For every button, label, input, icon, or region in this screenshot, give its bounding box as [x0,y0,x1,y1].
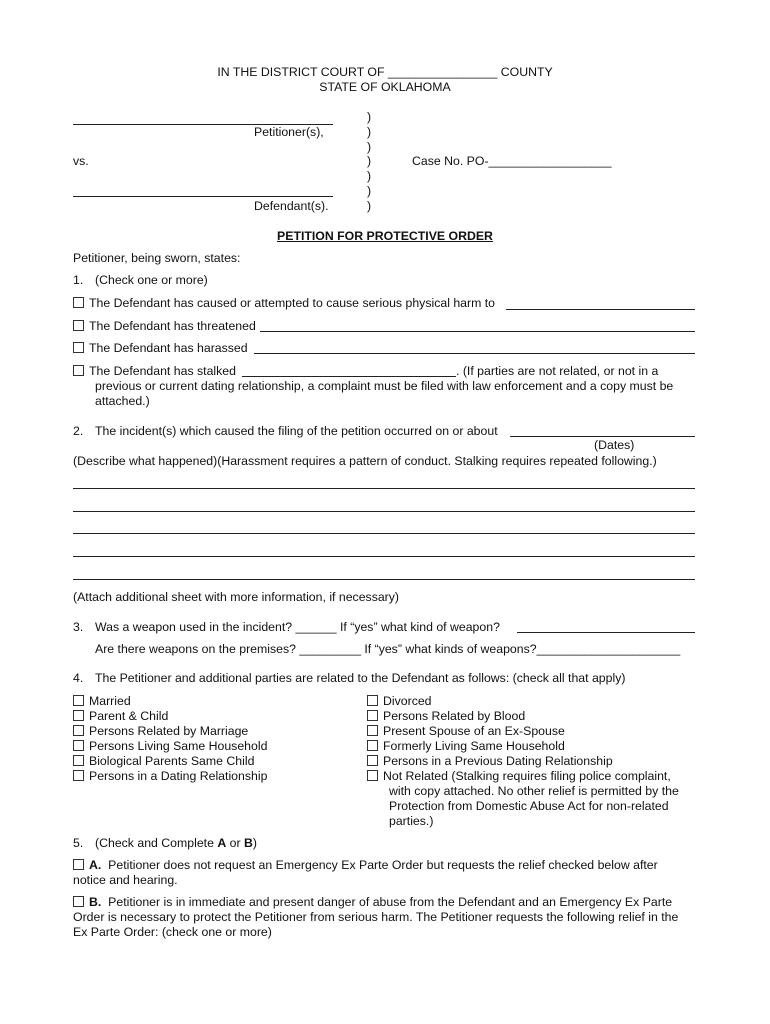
vs-label: vs. [73,154,89,168]
description-line[interactable] [73,488,695,489]
incident-dates-line[interactable] [510,436,695,437]
caption-paren: ) [367,169,372,183]
relation-dating[interactable]: Persons in a Dating Relationship [73,769,267,784]
checkbox-icon[interactable] [73,342,84,353]
petitioner-label: Petitioner(s), [254,125,324,139]
relation-previous-dating[interactable]: Persons in a Previous Dating Relationship [367,754,613,769]
caption-paren: ) [367,140,372,154]
caption-paren: ) [367,125,372,139]
option-b[interactable]: B. Petitioner is in immediate and present danger of abuse from the Defendant and an Emergency Ex Parte [73,895,672,910]
option-harassed[interactable]: The Defendant has harassed [73,341,248,356]
relation-divorced[interactable]: Divorced [367,694,432,709]
checkbox-icon[interactable] [367,770,378,781]
checkbox-icon[interactable] [73,710,84,721]
checkbox-icon[interactable] [73,725,84,736]
relation-formerly-household[interactable]: Formerly Living Same Household [367,739,565,754]
describe-label: (Describe what happened)(Harassment requires a pattern of conduct. Stalking requires repeated following.) [73,454,657,468]
item4-text: The Petitioner and additional parties are related to the Defendant as follows: (check all that apply) [95,671,626,685]
item4-number: 4. [73,671,84,685]
checkbox-icon[interactable] [367,695,378,706]
option-stalked[interactable]: The Defendant has stalked [73,364,236,379]
stalked-note: attached.) [95,394,150,408]
stalked-note: previous or current dating relationship, a complaint must be filed with law enforcement and a copy must be [95,379,674,393]
case-number[interactable]: Case No. PO-__________________ [412,154,612,168]
defendant-name-line[interactable] [73,196,333,197]
not-related-note: Protection from Domestic Abuse Act for non-related [389,799,669,813]
relation-marriage[interactable]: Persons Related by Marriage [73,724,248,739]
description-line[interactable] [73,556,695,557]
court-line: IN THE DISTRICT COURT OF ________________ COUNTY [217,65,553,79]
checkbox-icon[interactable] [73,896,84,907]
relation-not-related[interactable]: Not Related (Stalking requires filing police complaint, [367,769,671,784]
caption-paren: ) [367,199,372,213]
item3-number: 3. [73,620,84,634]
stalked-note: . (If parties are not related, or not in a [456,364,659,378]
option-a[interactable]: A. Petitioner does not request an Emergency Ex Parte Order but requests the relief checked below after [73,858,658,873]
relation-blood[interactable]: Persons Related by Blood [367,709,525,724]
weapon-kind-line[interactable] [517,632,695,633]
relation-parent-child[interactable]: Parent & Child [73,709,168,724]
defendant-label: Defendant(s). [254,199,329,213]
checkbox-icon[interactable] [73,365,84,376]
not-related-note: with copy attached. No other relief is permitted by the [389,784,679,798]
option-physical-harm[interactable]: The Defendant has caused or attempted to cause serious physical harm to [73,296,495,311]
relation-same-household[interactable]: Persons Living Same Household [73,739,267,754]
checkbox-icon[interactable] [73,770,84,781]
option-a-text: notice and hearing. [73,873,178,887]
harassed-line[interactable] [254,353,695,354]
checkbox-icon[interactable] [367,710,378,721]
relation-married[interactable]: Married [73,694,131,709]
item1-number: 1. [73,273,84,287]
option-threatened[interactable]: The Defendant has threatened [73,319,256,334]
state-line: STATE OF OKLAHOMA [319,80,451,94]
checkbox-icon[interactable] [73,755,84,766]
intro-text: Petitioner, being sworn, states: [73,251,241,265]
item5-heading: (Check and Complete A or B) [95,836,258,850]
option-b-text: Order is necessary to protect the Petitioner from serious harm. The Petitioner requests the following relief in the [73,910,679,924]
checkbox-icon[interactable] [367,740,378,751]
checkbox-icon[interactable] [367,725,378,736]
stalked-line[interactable] [242,376,456,377]
checkbox-icon[interactable] [367,755,378,766]
caption-paren: ) [367,154,372,168]
description-line[interactable] [73,533,695,534]
item1-heading: (Check one or more) [95,273,208,287]
relation-ex-spouse[interactable]: Present Spouse of an Ex-Spouse [367,724,565,739]
caption-paren: ) [367,184,372,198]
physical-harm-line[interactable] [506,309,695,310]
checkbox-icon[interactable] [73,740,84,751]
not-related-note: parties.) [389,814,434,828]
premises-weapon-question: Are there weapons on the premises? _________ If “yes” what kinds of weapons?_____________________ [95,642,681,656]
caption-paren: ) [367,110,372,124]
item5-number: 5. [73,836,84,850]
relation-biological-parents[interactable]: Biological Parents Same Child [73,754,254,769]
checkbox-icon[interactable] [73,695,84,706]
weapon-question: Was a weapon used in the incident? ______ If “yes” what kind of weapon? [95,620,500,634]
dates-label: (Dates) [594,438,635,452]
option-b-text: Ex Parte Order: (check one or more) [73,925,272,939]
checkbox-icon[interactable] [73,297,84,308]
description-line[interactable] [73,511,695,512]
checkbox-icon[interactable] [73,320,84,331]
threatened-line[interactable] [260,331,695,332]
checkbox-icon[interactable] [73,859,84,870]
description-line[interactable] [73,579,695,580]
attach-note: (Attach additional sheet with more information, if necessary) [73,590,400,604]
page-title: PETITION FOR PROTECTIVE ORDER [277,229,493,243]
item2-text: The incident(s) which caused the filing of the petition occurred on or about [95,424,498,438]
item2-number: 2. [73,424,84,438]
